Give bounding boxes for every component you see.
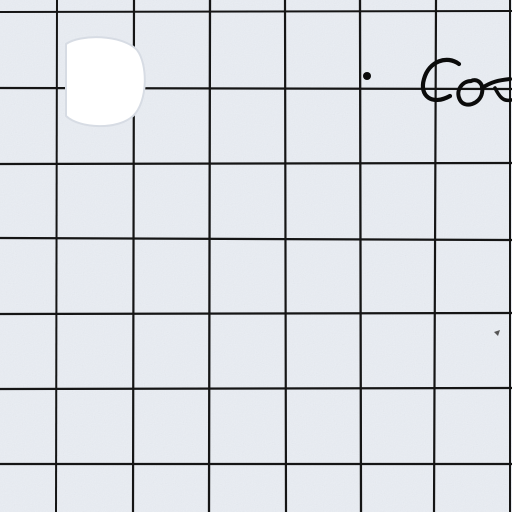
punch-hole-cutout [66, 37, 145, 126]
grid-line-vertical [360, 0, 361, 512]
grid-line-horizontal [0, 388, 512, 389]
grid-line-horizontal [0, 313, 512, 314]
grid-line-vertical [209, 0, 210, 512]
grid-line-horizontal [0, 11, 512, 12]
punch-hole [66, 37, 145, 126]
grid-line-horizontal [0, 163, 512, 164]
ink-dot [363, 72, 371, 80]
grid-line-vertical [56, 0, 57, 512]
grid-line-vertical [285, 0, 286, 512]
